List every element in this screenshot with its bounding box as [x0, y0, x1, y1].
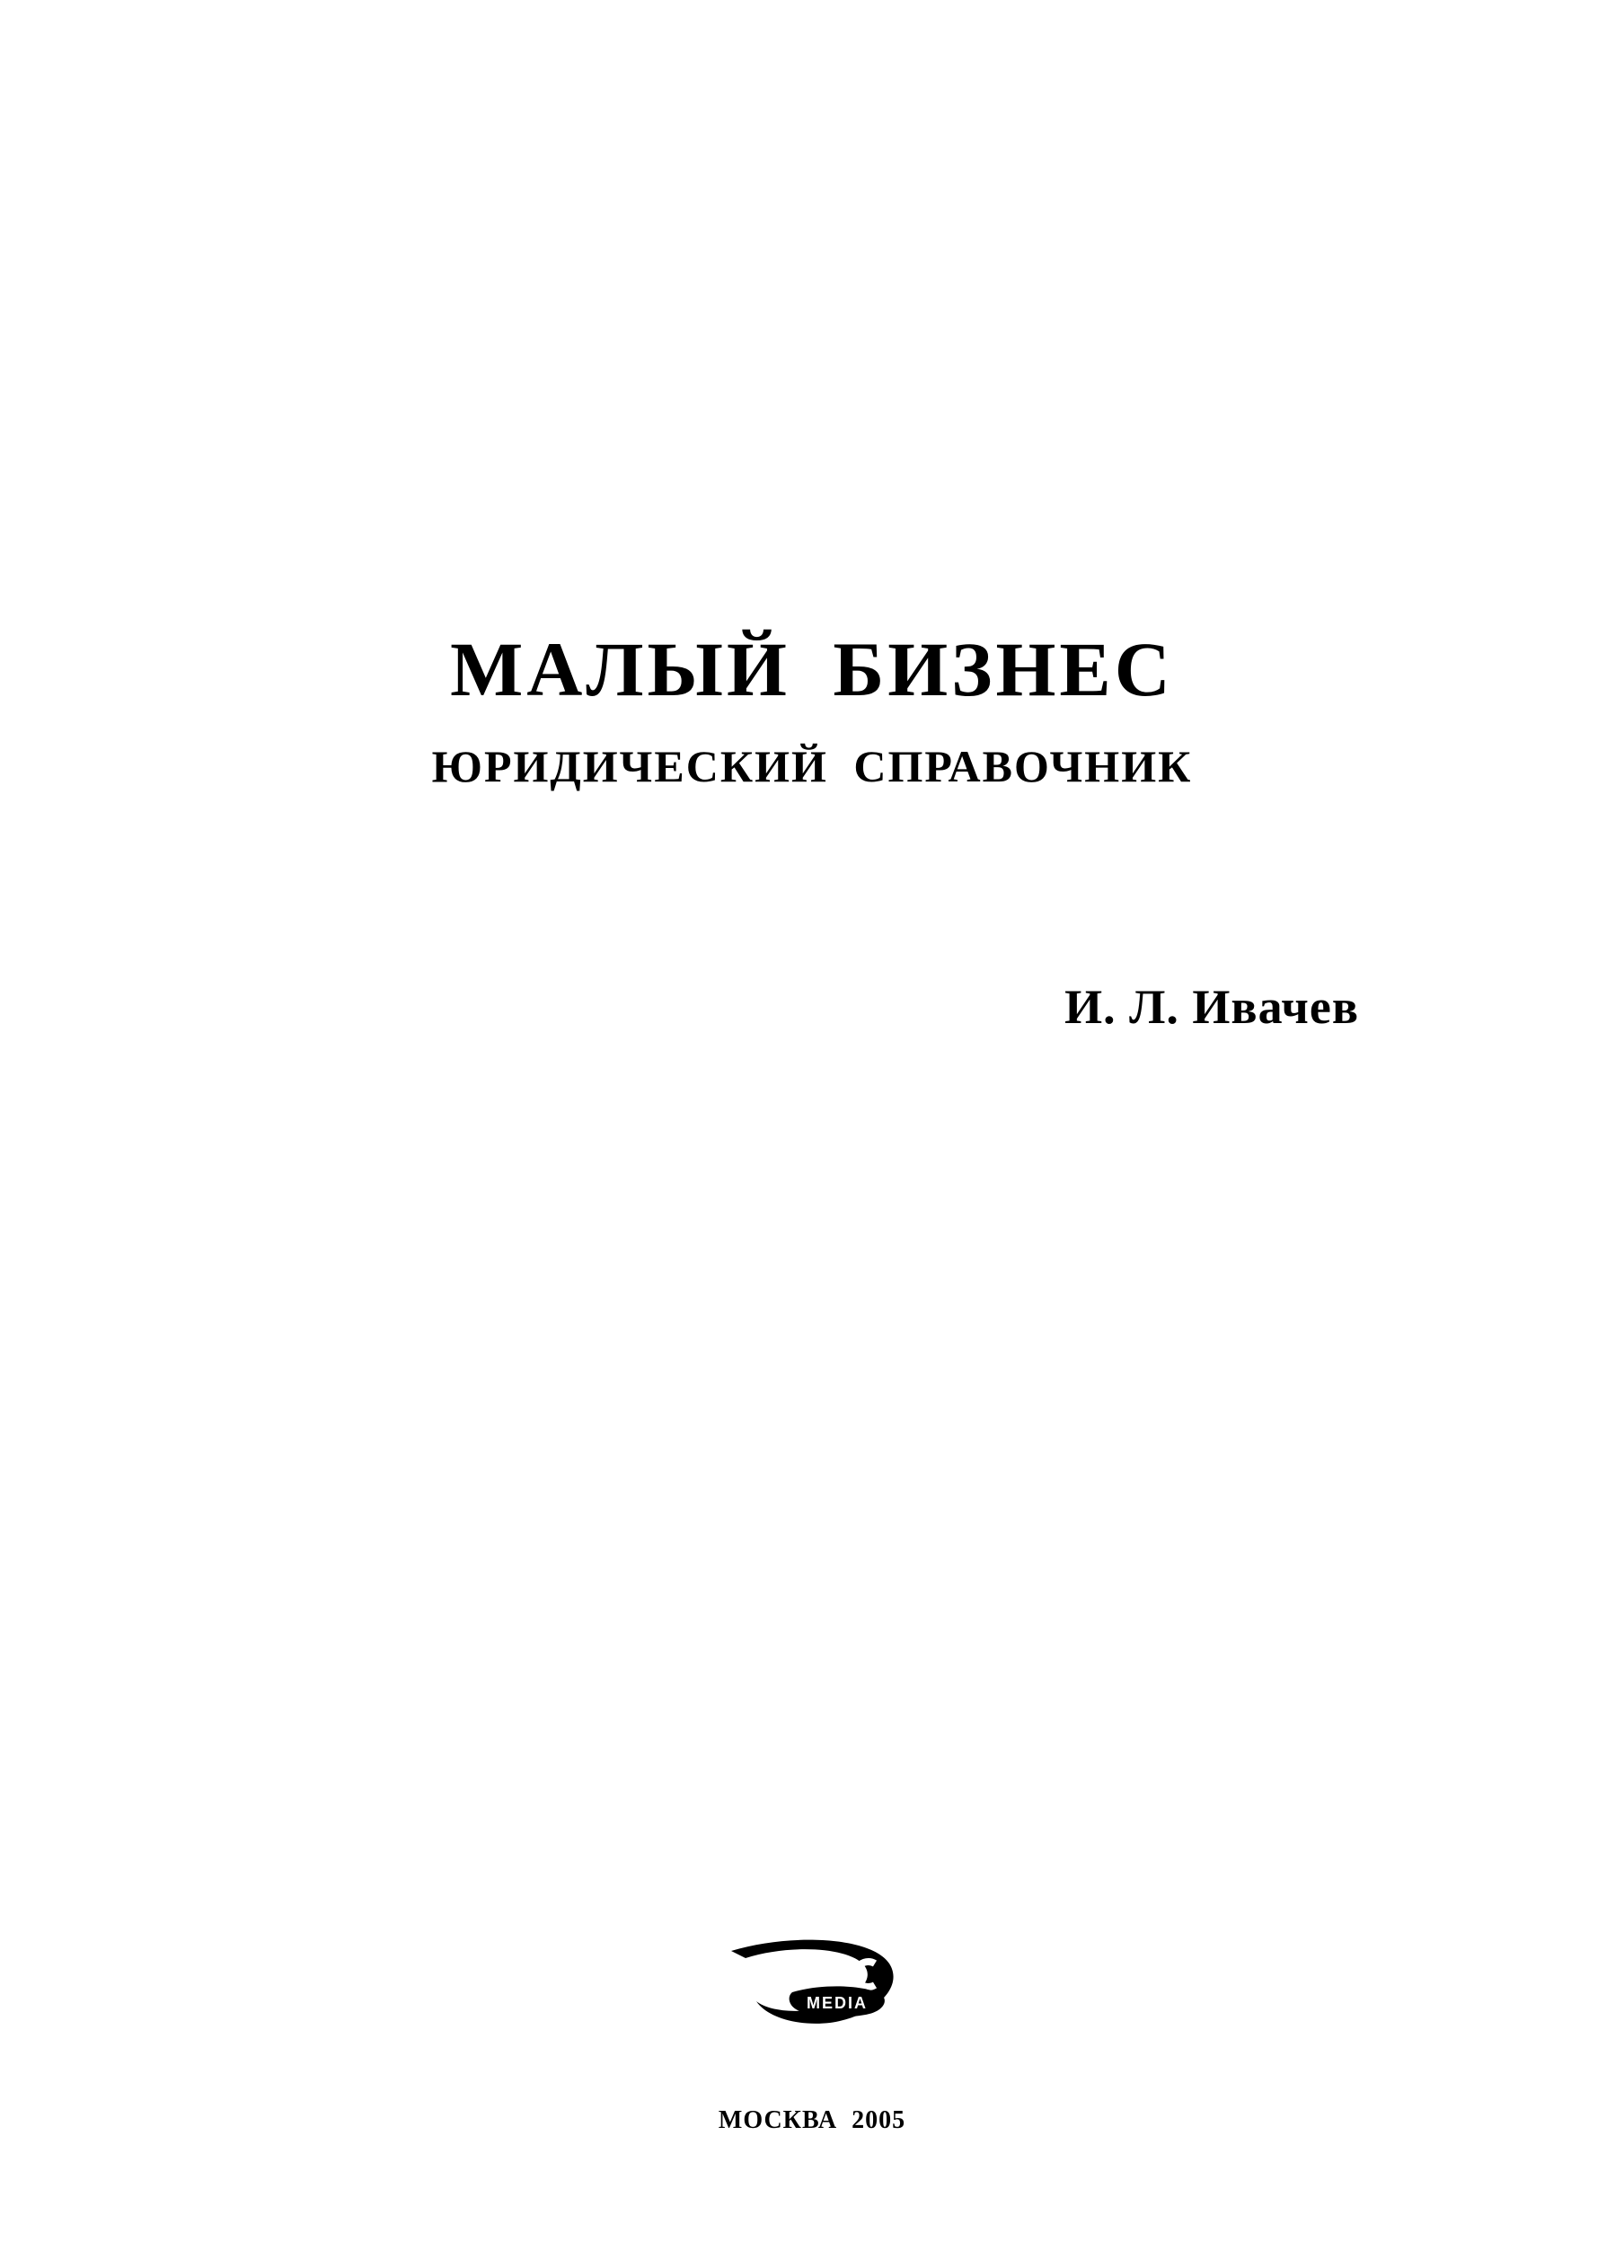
imprint-block: [0, 2106, 1624, 2135]
author-name: И. Л. Ивачев: [1064, 980, 1359, 1034]
author-block: [1064, 979, 1359, 1035]
page-subtitle: ЮРИДИЧЕСКИЙ СПРАВОЧНИК: [431, 741, 1193, 792]
title-block: [0, 626, 1624, 792]
publisher-logo-block: [0, 1931, 1624, 2043]
page-title: МАЛЫЙ БИЗНЕС: [450, 626, 1174, 712]
gross-media-logo-icon: [704, 1931, 920, 2039]
imprint-line: МОСКВА 2005: [718, 2106, 906, 2134]
svg-text:MEDIA: MEDIA: [807, 1994, 868, 2012]
